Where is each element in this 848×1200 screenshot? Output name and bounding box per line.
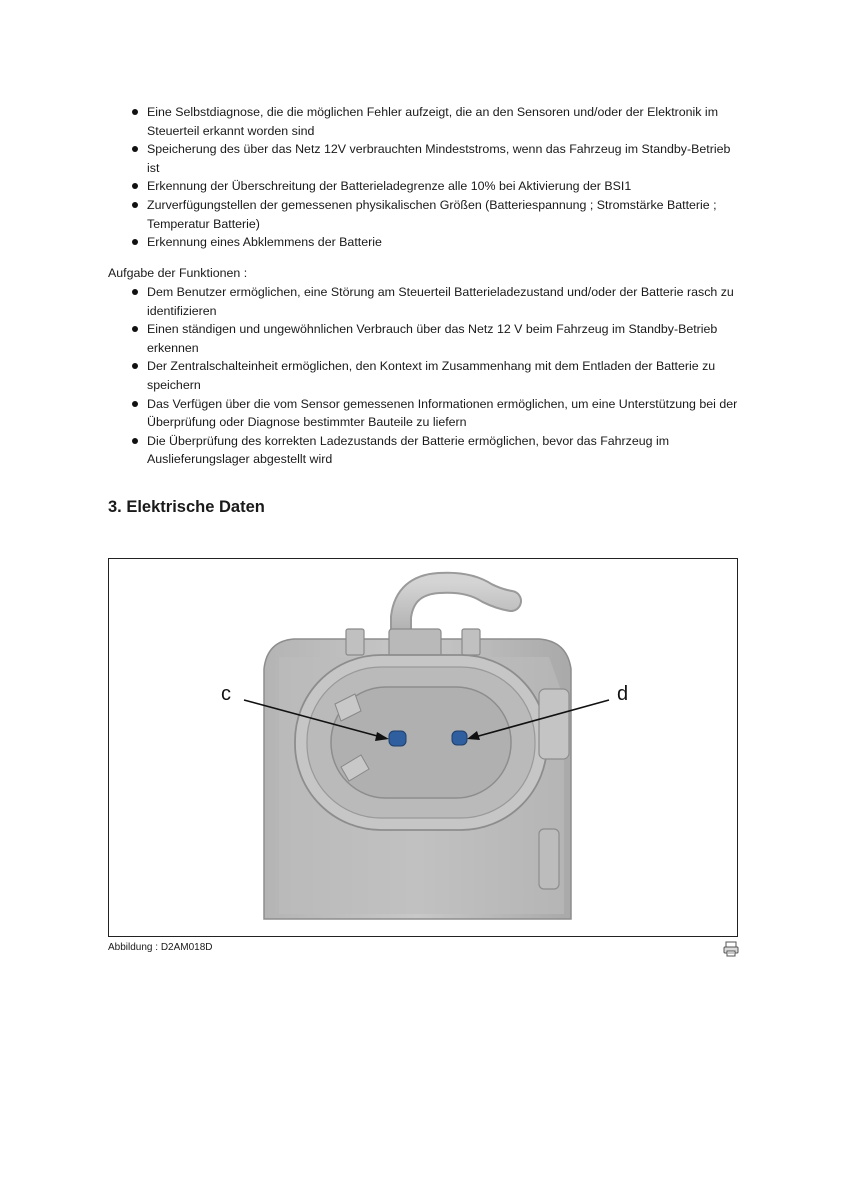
section-heading: 3. Elektrische Daten: [108, 498, 265, 516]
print-icon[interactable]: [723, 941, 739, 957]
task-list: [130, 283, 740, 469]
bullet-icon: [132, 109, 138, 115]
bullet-icon: [132, 401, 138, 407]
bullet-icon: [132, 183, 138, 189]
bullet-icon: [132, 289, 138, 295]
list-item: Zurverfügungstellen der gemessenen physikalischen Größen (Batteriespannung ; Stromstärke Batterie ; Temperatur Batterie): [130, 196, 740, 233]
label-c: c: [221, 683, 231, 705]
functions-intro: Aufgabe der Funktionen :: [108, 266, 248, 280]
list-item: Erkennung eines Abklemmens der Batterie: [130, 233, 740, 252]
label-d: d: [617, 683, 629, 705]
bullet-icon: [132, 202, 138, 208]
bullet-icon: [132, 146, 138, 152]
list-item: Eine Selbstdiagnose, die die möglichen Fehler aufzeigt, die an den Sensoren und/oder der Elektronik im Steuerteil erkannt worden sind: [130, 103, 740, 140]
list-item: Speicherung des über das Netz 12V verbrauchten Mindeststroms, wenn das Fahrzeug im Standby-Betrieb ist: [130, 140, 740, 177]
connector-illustration: [109, 559, 737, 936]
list-item: Erkennung der Überschreitung der Batterieladegrenze alle 10% bei Aktivierung der BSI1: [130, 177, 740, 196]
pin-c: [389, 731, 406, 746]
list-item: Einen ständigen und ungewöhnlichen Verbrauch über das Netz 12 V beim Fahrzeug im Standby-Betrieb erkennen: [130, 320, 740, 357]
function-list: [130, 103, 740, 252]
bullet-icon: [132, 438, 138, 444]
connector-figure: [108, 558, 738, 937]
pin-d: [452, 731, 467, 745]
bullet-icon: [132, 239, 138, 245]
bullet-icon: [132, 363, 138, 369]
bullet-icon: [132, 326, 138, 332]
list-item: Dem Benutzer ermöglichen, eine Störung am Steuerteil Batterieladezustand und/oder der Batterie rasch zu identifizieren: [130, 283, 740, 320]
list-item: Das Verfügen über die vom Sensor gemessenen Informationen ermöglichen, um eine Unterstützung bei der Überprüfung oder Diagnose bestimmter Bauteile zu liefern: [130, 395, 740, 432]
list-item: Die Überprüfung des korrekten Ladezustands der Batterie ermöglichen, bevor das Fahrzeug im Auslieferungslager abgestellt wird: [130, 432, 740, 469]
figure-caption: Abbildung : D2AM018D: [108, 942, 213, 953]
list-item: Der Zentralschalteinheit ermöglichen, den Kontext im Zusammenhang mit dem Entladen der Batterie zu speichern: [130, 357, 740, 394]
